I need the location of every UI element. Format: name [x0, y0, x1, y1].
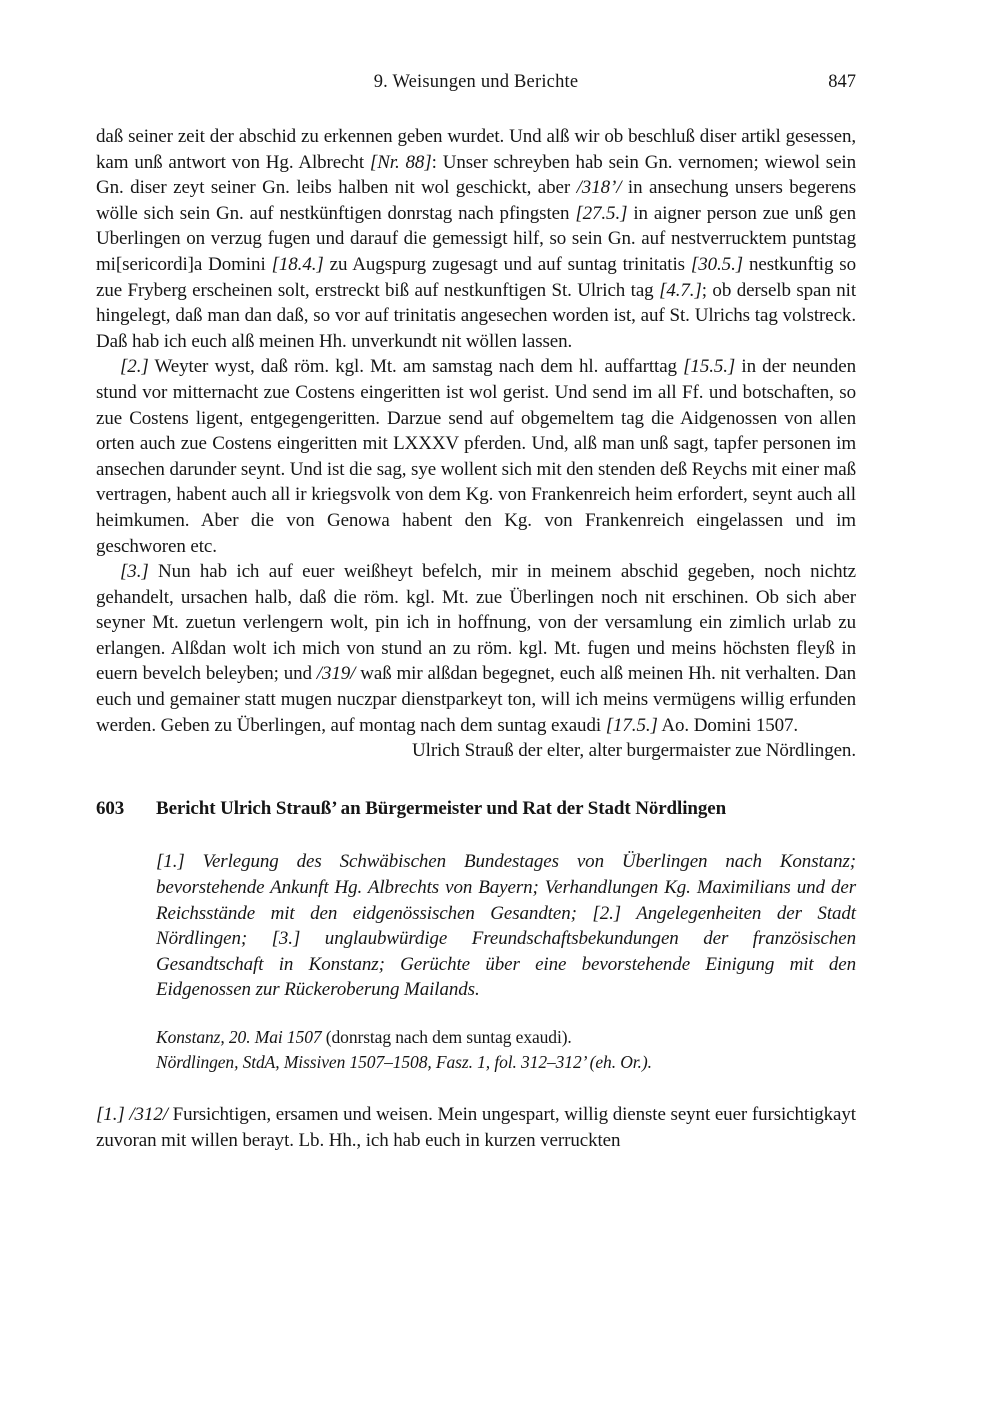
text-run: daß seiner zeit der abschid zu erkennen geben wurdet. Und alß wir ob beschluß diser artikl gesessen, kam unß antwort von Hg. Albrecht — [96, 126, 856, 173]
text-run: nestkunftig so zue Fryberg erscheinen solt, erstreckt biß auf nestkunftigen St. Ulrich tag — [96, 253, 856, 301]
text-run: /319/ — [316, 663, 356, 685]
text-run: in aigner person zue unß gen Uberlingen on verzug fugen und darauf die gemessigt hilf, so sein Gn. auf nestverrucktem puntstag mi[sericordi]a Domini — [96, 202, 856, 275]
doc-602-paragraph-1 — [96, 124, 856, 354]
text-run: [4.7.] — [659, 279, 702, 301]
text-run: [27.5.] — [575, 202, 628, 224]
text-run: Konstanz, 20. Mai 1507 — [156, 1027, 322, 1047]
text-run: in ansechung unsers begerens wölle sich sein Gn. auf nestkünftigen donrstag nach pfingsten — [96, 177, 856, 224]
text-run: /318’/ — [576, 177, 622, 199]
text-run: [Nr. 88] — [369, 151, 432, 173]
text-run: in der neunden stund vor mitternacht zue Costens eingeritten ist wol gerist. Und send im all Ff. und botschaften, so zue Costens ligent, entgegengeritten. Darzue send auf obgemeltem tag die Aidgenossen von allen orten auch zue Costens eingeritten mit LXXXV pferden. Und, alß man unß sagt, tapfer personen im ansechen darunder seynt. Und ist die sag, sye wollent sich mit den stenden deß Reychs mit einer maß vertragen, habent auch all ir kriegsvolk von dem Kg. von Frankenreich heim erfordert, seynt auch all heimkumen. Aber die von Genowa habent den Kg. von Frankenreich eingelassen und im geschworen etc. — [96, 356, 856, 557]
text-run: ; ob derselb span nit hingelegt, daß man dan daß, so vor auf trinitatis angesechen worden ist, auf St. Ulrichs tag volstreck. Daß hab ich euch alß meinen Hh. unverkundt nit wöllen lassen. — [96, 279, 856, 352]
text-run: Ulrich Strauß der elter, alter burgermaister zue Nördlingen. — [412, 740, 856, 762]
text-run: [1.] /312/ — [96, 1104, 168, 1125]
signature-line — [96, 738, 856, 764]
text-run: [30.5.] — [690, 253, 744, 275]
text-run: [2.] — [120, 356, 149, 378]
text-run: [15.5.] — [683, 356, 736, 378]
doc-602-paragraph-3 — [96, 559, 856, 738]
entry-number: 603 — [96, 797, 125, 819]
text-block — [96, 124, 856, 1153]
text-run: (donrstag nach dem suntag exaudi). — [321, 1027, 572, 1047]
dateline — [156, 1025, 856, 1050]
chapter-title: 9. Weisungen und Berichte — [373, 72, 579, 92]
text-run: : Unser schreyben hab sein Gn. vernomen; wiewol sein Gn. diser zeyt seiner Gn. leibs halben nit wol geschickt, aber — [96, 151, 856, 199]
page-number: 847 — [828, 72, 856, 92]
text-run: Nördlingen, StdA, Missiven 1507–1508, Fasz. 1, fol. 312–312’ (eh. Or.). — [156, 1051, 652, 1072]
doc-602-paragraph-2 — [96, 354, 856, 559]
entry-heading — [96, 796, 856, 822]
text-run: Nun hab ich auf euer weißheyt befelch, mir in meinem abschid gegeben, noch nichtz gehandelt, ursachen halb, daß die röm. kgl. Mt. zue Überlingen noch nit erschinen. Ob sich aber seyner Mt. zuetun verlengern wolt, pin ich in hoffnung, von der versamlung ein zimlich urlab zu erlangen. Alßdan wolt ich mich von stund an zu röm. kgl. Mt. fugen und meins höchsten fleyß in euern bevelch beleyben; und — [96, 561, 856, 685]
text-run: Ao. Domini 1507. — [657, 714, 799, 736]
text-run: Fursichtigen, ersamen und weisen. Mein ungespart, willig dienste seynt euer fursichtigkayt zuvoran mit willen berayt. Lb. Hh., ich hab euch in kurzen verruckten — [96, 1104, 856, 1151]
text-run: [3.] — [120, 561, 149, 583]
archive-reference — [156, 1050, 856, 1075]
summary-paragraph — [156, 849, 856, 1003]
text-run: [1.] Verlegung des Schwäbischen Bundestages von Überlingen nach Konstanz; bevorstehende Ankunft Hg. Albrechts von Bayern; Verhandlungen Kg. Maximilians und der Reichsstände mit den eidgenössischen Gesandten; [2.] Angelegenheiten der Stadt Nördlingen; [3.] unglaubwürdige Freundschaftsbekundungen der französischen Gesandtschaft in Konstanz; Gerüchte über eine bevorstehende Einigung mit den Eidgenossen zur Rückeroberung Mailands. — [156, 851, 856, 1001]
doc-603-paragraph-1 — [96, 1102, 856, 1153]
text-run: Weyter wyst, daß röm. kgl. Mt. am samstag nach dem hl. auffarttag — [148, 356, 684, 378]
text-run: [18.4.] — [271, 253, 324, 275]
text-run: [17.5.] — [605, 714, 658, 736]
entry-title — [156, 796, 856, 822]
text-run: zu Augspurg zugesagt und auf suntag trinitatis — [323, 253, 691, 275]
running-header — [96, 70, 856, 94]
text-run: waß mir alßdan begegnet, euch alß meinen Hh. nit verhalten. Dan euch und gemainer statt mugen nuczpar dienstparkeyt ton, will ich meins vermügens willig erfunden werden. Geben zu Überlingen, auf montag nach dem suntag exaudi — [96, 663, 856, 736]
text-run: Bericht Ulrich Strauß’ an Bürgermeister und Rat der Stadt Nördlingen — [156, 797, 727, 819]
